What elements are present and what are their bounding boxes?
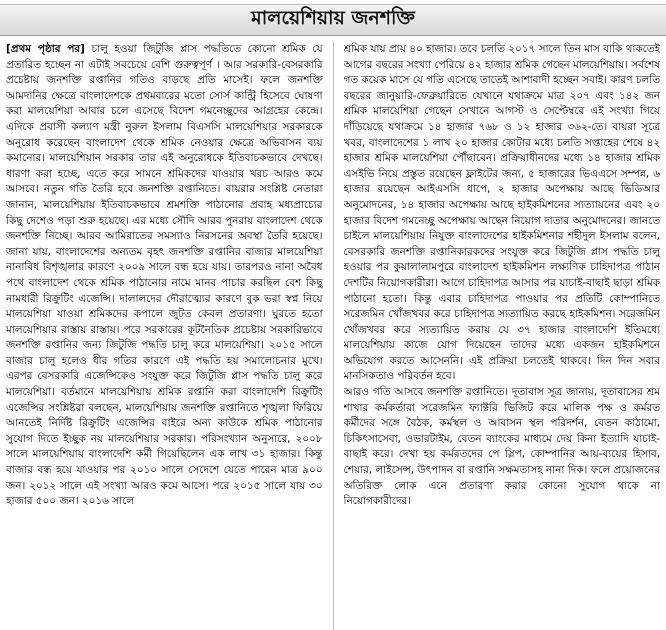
right-column <box>344 42 661 630</box>
right-paragraph-1: শ্রমিক যায় প্রায় ৪০ হাজার। তবে চলতি ২০১৭ সালে তিন মাস বাকি থাকতেই আগের বছরের সংখ্যা পেরিয়ে ৪২ হাজার শ্রমিক গেছেন মালয়েশিয়ায়। সর্বশেষ গত কয়েক মাসে যে গতি এসেছে তাতেই আশাবাদী হচ্ছেন সবাই। কারণ চলতি বছরের জানুয়ারি-ফেব্রুয়ারিতে যেখানে যথাক্রমে মাত্র ২০৭ এবং ১৪২ জন শ্রমিক মালয়েশিয়া গেছেন সেখানে আগস্ট ও সেপ্টেম্বরে এই সংখ্যা গিয়ে দাঁড়িয়েছে যথাক্রমে ১৪ হাজার ৭৬৮ ও ১২ হাজার ৩৬২-তে। বায়রা সূত্রে খবর, বাংলাদেশের ১ লাখ ২০ হাজার কোটার মধ্যে চলতি সপ্তাহের শেষে ৪২ হাজার শ্রমিক মালয়েশিয়া পৌঁছাবেন। প্রক্রিয়াধীনদের মধ্যে ১৪ হাজার শ্রমিক এসইভি নিয়ে প্রস্তুত রয়েছেন ফ্লাইটের জন্য, ৫ হাজারের ভিএএসে সম্পন্ন, ৬ হাজার রয়েছেন আইএসসি ধাপে, ২ হাজার অপেক্ষায় আছে ভিডিআর অনুমোদনের, ১৪ হাজার অপেক্ষায় আছে হাইকমিশনের স্যত্যায়নের এবং ২০ হাজার বিদেশ গমনেচ্ছু অপেক্ষায় আছেন নিয়োগ দাতার অনুমোদনের। জানতে চাইলে মালয়েশিয়ায় নিযুক্ত বাংলাদেশের হাইকমিশনার শহীদুল ইসলাম বলেন, বেসরকারি জনশক্তি রপ্তানিকারকদের সংযুক্ত করে জিটুজি প্লাস পদ্ধতি চালু হওয়ার পর কুয়ালালামপুরে বাংলাদেশ হাইকমিশন লক্ষ্যণিক চাহিদাপত্র পাঠান দেশটির নিয়োগকারীরা। আগে চাহিদাপত্র আসার পর যাচাই-বাছাই ছাড়া শ্রমিক পাঠানো হতো। কিন্তু এবার চাহিদাপত্র পাওয়ার পর প্রতিটি কোম্পানিতে সরেজমিন খোঁজখবর করে চাহিদাপত্র স্যত্যায়িত করছে হাইকমিশন। সরেজমিন খোঁজখবর করে স্যত্যায়িত করায় যে ৩৭ হাজার বাংলাদেশি ইতিমধ্যে মালয়েশিয়ায় কাজে যোগ দিয়েছেন তাদের মধ্যে একজন হাইকমিশনে অভিযোগ করতে আসেননি। এই প্রক্রিয়া চলতেই থাকবে। দিন দিন সবার মানসিকতাও পরিবর্তন হবে। <box>343 43 660 383</box>
left-paragraph-text: চালু হওয়া জিটুজি প্লাস পদ্ধতিতে কোনো শ্রমিক যে প্রতারিত হচ্ছেন না এটাই সবচেয়ে বেশি গুরুত্বপূর্ণ । আর সরকারি-বেসরকারি প্রচেষ্টায় জনশক্তি রপ্তানির গতিও বাড়ছে প্রতি মাসেই। ফলে জনশক্তি আমদানির ক্ষেত্রে বাংলাদেশকে প্রথমবারের মতো সোর্স কান্ট্রি হিসেবে ঘোষণা করা মালয়েশিয়া আবার চলে এসেছে বিদেশ গমনেচ্ছুদের আগ্রহের কেন্দ্রে। এদিকে প্রবাসী কল্যাণ মন্ত্রী নুরুল ইসলাম বিএসসি মালয়েশিয়ার সরকারকে অনুরোধ করেছেন বাংলাদেশ থেকে শ্রমিক নেওয়ার ক্ষেত্রে অভিবাসন ব্যয় কমানোর। মালয়েশিয়ান সরকার তার এই অনুরোধকে ইতিবাচকভাবে দেখছে। ধারণা করা হচ্ছে, এতে করে সামনে শ্রমিকদের যাওয়ার খরচ আরও কমে আসবে। নতুন গতি তৈরি হবে জনশক্তি রপ্তানিতে। বায়রার সংশ্লিষ্ট নেতারা জানান, মালয়েশিয়ায় ইতিবাচকভাবে শ্রমশক্তি পাঠানোর প্রবাহ মধ্যপ্রাচ্যের কিছু দেশেও পড়া শুরু হয়েছে। এর মধ্যে সৌদি আরব পুনরায় বাংলাদেশ থেকে জনশক্তি নিচ্ছে। আরব আমিরাতের সমস্যাও নিরসনের অবস্থা তৈরি হয়েছে। জানা যায়, বাংলাদেশের অন্যতম বৃহৎ জনশক্তি রপ্তানির বাজার মালয়েশিয়া নানাবিধ বিশৃঙ্খলার কারণে ২০০৯ সালে বন্ধ হয়ে যায়। তারপরও নানা অবৈধ পথে বাংলাদেশ থেকে শ্রমিক পাঠানোর নামে মানব পাচার করছিল বেশ কিছু নামধারী রিক্রুটিং এজেন্সি। দালালদের দৌরাত্ম্যের কারণে বুক ভরা স্বপ্ন নিয়ে মালয়েশিয়া যাওয়া শ্রমিকদের কপালে জুটত কেবল প্রতারণা। ঘুরতে হতো মালয়েশিয়ার রাস্তায় রাস্তায়। পরে সরকারের কূটনৈতিক প্রচেষ্টায় সরকারিভাবে জনশক্তি রপ্তানির জন্য জিটুজি পদ্ধতি চালু করে মালয়েশিয়া। ২০১৫ সালে বাজার চালু হলেও ধীর গতির কারণে এই পদ্ধতি হয় সমালোচনার মুখে। এরপর বেসরকারি এজেন্সিকেও সংযুক্ত করে জিটুজি প্লাস পদ্ধতি চালু করে মালয়েশিয়া। বর্তমানে মালয়েশিয়ায় শ্রমিক রপ্তানি করা বাংলাদেশি রিক্রুটিং এজেন্সির সংশ্লিষ্টরা বলছেন, মালয়েশিয়ায় জনশক্তি রপ্তানিতে শৃঙ্খলা ফিরিয়ে আনতেই নির্দিষ্ট রিক্রুটিং এজেন্সির বাইরে অন্য কাউকে শ্রমিক পাঠানোর সুযোগ দিতে ইচ্ছুক নয় মালয়েশিয়ার সরকার। পরিসংখ্যান অনুসারে, ২০০৮ সালে মালয়েশিয়ায় বাংলাদেশি কর্মী গিয়েছিলেন এক লাখ ৩১ হাজার। কিন্তু বাজার বন্ধ হয়ে যাওয়ার পর ২০১০ সালে সেদেশে যেতে পারেন মাত্র ৯০০ জন। ২০১২ সালে এই সংখ্যা আরও কমে আসে। পরে ২০১৫ সালে যায় ৩০ হাজার ৫০০ জন। ২০১৬ সালে <box>6 43 323 508</box>
continuation-kicker: [প্রথম পৃষ্ঠার পর] <box>6 43 85 55</box>
article-columns <box>6 42 660 630</box>
headline-bar <box>0 4 666 36</box>
right-paragraph-2: আরও গতি আসবে জনশক্তি রপ্তানিতে। দূতাবাস সূত্র জানায়, দূতাবাসের শ্রম শাখার কর্মকর্তারা সরেজমিন ফ্যাক্টরি ভিজিট করে মালিক পক্ষ ও কর্মরত কর্মীদের সঙ্গে বৈঠক, কর্মস্থল ও আবাসন স্থল পরিদর্শন, বেতন কাঠামো, চিকিৎসাসেবা, ওভারটাইম, বেতন ব্যাংকের মাধ্যমে দেয় কিনা ইত্যাদি যাচাই-বাছাই করে। দেখা হয় কর্মরতদের পে স্লিপ, কোম্পানির আয়-ব্যয়ের হিসাব, শেয়ার, লাইসেন্স, উৎপাদন বা রপ্তানি সক্ষমতাসহ নানা দিক। ফলে প্রয়োজনের অতিরিক্ত লোক এনে প্রতারণা করার কোনো সুযোগ থাকে না নিয়োগকারীদের। <box>343 386 660 508</box>
left-column <box>6 42 323 630</box>
headline: মালয়েশিয়ায় জনশক্তি <box>251 7 415 29</box>
column-divider <box>333 42 334 630</box>
left-paragraph <box>6 42 323 510</box>
